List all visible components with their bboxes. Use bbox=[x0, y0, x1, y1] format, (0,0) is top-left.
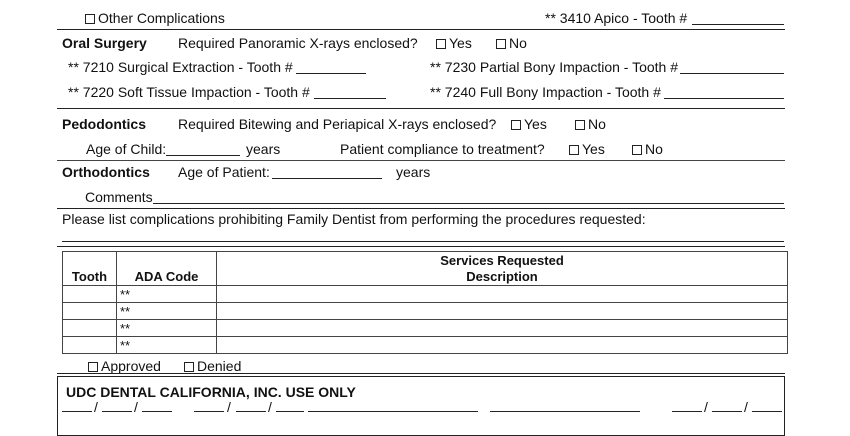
apico-label: ** 3410 Apico - Tooth # bbox=[545, 10, 688, 26]
description-cell[interactable] bbox=[217, 337, 788, 354]
signature-field[interactable] bbox=[308, 411, 478, 412]
denied-label: Denied bbox=[197, 358, 242, 374]
other-complications-label: Other Complications bbox=[98, 10, 225, 26]
date-field-day[interactable] bbox=[712, 411, 742, 412]
full-bony-label: ** 7240 Full Bony Impaction - Tooth # bbox=[430, 84, 661, 100]
bitewing-yes-checkbox[interactable] bbox=[511, 120, 521, 130]
table-row[interactable] bbox=[63, 320, 788, 337]
panoramic-no-checkbox[interactable] bbox=[496, 39, 506, 49]
ada-code-marker: ** bbox=[120, 286, 131, 302]
date-separator: / bbox=[704, 399, 708, 415]
ada-code-cell[interactable] bbox=[117, 320, 217, 337]
ada-code-cell[interactable] bbox=[117, 337, 217, 354]
surgical-extraction-label: ** 7210 Surgical Extraction - Tooth # bbox=[68, 59, 293, 75]
compliance-no-option[interactable] bbox=[632, 142, 663, 156]
date-field-year[interactable] bbox=[276, 411, 304, 412]
apico-tooth-field[interactable] bbox=[692, 24, 784, 25]
description-cell[interactable] bbox=[217, 303, 788, 320]
compliance-yes-label: Yes bbox=[582, 141, 605, 157]
age-of-patient-years: years bbox=[396, 164, 431, 180]
services-requested-title: Services Requested bbox=[217, 252, 788, 269]
date-field-day[interactable] bbox=[236, 411, 266, 412]
date-field-month[interactable] bbox=[672, 411, 702, 412]
divider bbox=[57, 108, 785, 109]
age-of-child-years: years bbox=[246, 141, 281, 157]
complications-prompt: Please list complications prohibiting Family Dentist from performing the procedures requested: bbox=[62, 211, 646, 227]
complications-field[interactable] bbox=[62, 241, 784, 242]
compliance-question: Patient compliance to treatment? bbox=[340, 141, 545, 157]
divider bbox=[57, 246, 785, 247]
tooth-cell[interactable] bbox=[63, 303, 117, 320]
soft-tissue-tooth-field[interactable] bbox=[314, 98, 386, 99]
denied-checkbox[interactable] bbox=[184, 362, 194, 372]
age-of-child-label: Age of Child: bbox=[86, 141, 167, 157]
date-separator: / bbox=[744, 399, 748, 415]
approved-checkbox[interactable] bbox=[88, 362, 98, 372]
table-row[interactable] bbox=[63, 337, 788, 354]
approved-label: Approved bbox=[101, 358, 161, 374]
panoramic-no-option[interactable] bbox=[496, 36, 527, 50]
panoramic-no-label: No bbox=[509, 35, 527, 51]
ada-code-cell[interactable] bbox=[117, 286, 217, 303]
oral-surgery-heading: Oral Surgery bbox=[62, 35, 147, 51]
age-of-patient-field[interactable] bbox=[272, 178, 382, 179]
date-field-year[interactable] bbox=[752, 411, 782, 412]
compliance-no-checkbox[interactable] bbox=[632, 145, 642, 155]
ada-code-marker: ** bbox=[120, 320, 131, 336]
partial-bony-tooth-field[interactable] bbox=[680, 73, 784, 74]
compliance-no-label: No bbox=[645, 141, 663, 157]
full-bony-tooth-field[interactable] bbox=[664, 98, 784, 99]
date-separator: / bbox=[268, 399, 272, 415]
ada-code-cell[interactable] bbox=[117, 303, 217, 320]
panoramic-yes-label: Yes bbox=[449, 35, 472, 51]
compliance-yes-option[interactable] bbox=[569, 142, 605, 156]
date-field-month[interactable] bbox=[62, 411, 92, 412]
table-header-row bbox=[63, 269, 788, 286]
description-cell[interactable] bbox=[217, 286, 788, 303]
date-separator: / bbox=[94, 399, 98, 415]
panoramic-question: Required Panoramic X-rays enclosed? bbox=[178, 35, 418, 51]
tooth-column-header: Tooth bbox=[63, 269, 117, 286]
description-column-header: Description bbox=[217, 269, 788, 286]
bitewing-question: Required Bitewing and Periapical X-rays enclosed? bbox=[178, 116, 497, 132]
age-of-child-field[interactable] bbox=[166, 155, 240, 156]
comments-field[interactable] bbox=[153, 203, 784, 204]
date-field-year[interactable] bbox=[142, 411, 172, 412]
panoramic-yes-checkbox[interactable] bbox=[436, 39, 446, 49]
divider bbox=[57, 29, 785, 30]
denied-option[interactable] bbox=[184, 359, 241, 373]
ada-code-marker: ** bbox=[120, 303, 131, 319]
soft-tissue-label: ** 7220 Soft Tissue Impaction - Tooth # bbox=[68, 84, 310, 100]
description-cell[interactable] bbox=[217, 320, 788, 337]
bitewing-no-checkbox[interactable] bbox=[575, 120, 585, 130]
udc-use-only-heading: UDC DENTAL CALIFORNIA, INC. USE ONLY bbox=[66, 384, 356, 400]
tooth-cell[interactable] bbox=[63, 337, 117, 354]
ada-code-marker: ** bbox=[120, 337, 131, 353]
services-table bbox=[62, 251, 788, 354]
date-separator: / bbox=[227, 399, 231, 415]
bitewing-yes-option[interactable] bbox=[511, 117, 547, 131]
other-complications-checkbox[interactable] bbox=[85, 14, 95, 24]
date-field-month[interactable] bbox=[194, 411, 224, 412]
age-of-patient-label: Age of Patient: bbox=[178, 164, 270, 180]
approved-option[interactable] bbox=[88, 359, 161, 373]
bitewing-no-label: No bbox=[588, 116, 606, 132]
ada-code-column-header: ADA Code bbox=[117, 269, 217, 286]
panoramic-yes-option[interactable] bbox=[436, 36, 472, 50]
table-row[interactable] bbox=[63, 286, 788, 303]
divider bbox=[57, 373, 785, 374]
comments-label: Comments bbox=[85, 189, 153, 205]
date-field-day[interactable] bbox=[102, 411, 132, 412]
date-separator: / bbox=[134, 399, 138, 415]
services-title-row bbox=[63, 252, 788, 269]
partial-bony-label: ** 7230 Partial Bony Impaction - Tooth # bbox=[430, 59, 679, 75]
bitewing-yes-label: Yes bbox=[524, 116, 547, 132]
udc-dental-director-field[interactable] bbox=[490, 411, 640, 412]
table-row[interactable] bbox=[63, 303, 788, 320]
other-complications-option[interactable] bbox=[85, 11, 225, 25]
surgical-extraction-tooth-field[interactable] bbox=[296, 73, 366, 74]
pedodontics-heading: Pedodontics bbox=[62, 116, 147, 132]
compliance-yes-checkbox[interactable] bbox=[569, 145, 579, 155]
tooth-cell[interactable] bbox=[63, 320, 117, 337]
divider bbox=[57, 160, 785, 161]
divider bbox=[57, 208, 785, 209]
bitewing-no-option[interactable] bbox=[575, 117, 606, 131]
tooth-cell[interactable] bbox=[63, 286, 117, 303]
orthodontics-heading: Orthodontics bbox=[62, 164, 150, 180]
